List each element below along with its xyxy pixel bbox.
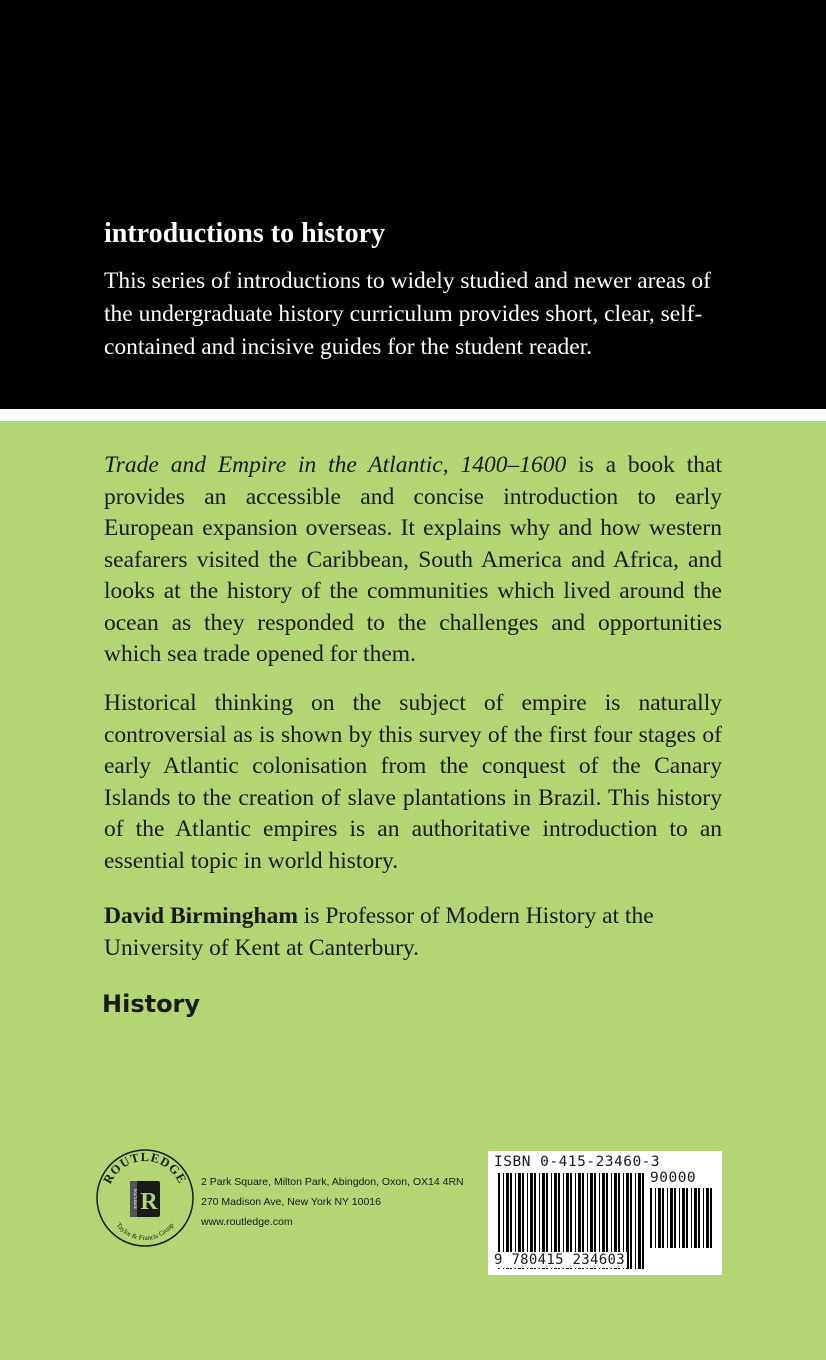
barcode-panel bbox=[488, 1151, 722, 1275]
blurb-paragraph-2: Historical thinking on the subject of empire is naturally controversial as is shown by this survey of the first four stages of early Atlantic colonisation from the conquest of the Canary Islands to the creation of slave plantations in Brazil. This history of the Atlantic empires is an authoritative introduction to an essential topic in world history. bbox=[104, 690, 722, 874]
publisher-website: www.routledge.com bbox=[201, 1216, 293, 1228]
barcode-bar bbox=[698, 1188, 700, 1248]
author-bio-text: is Professor of Modern History at the University of Kent at Canterbury. bbox=[104, 903, 654, 961]
subject-category: History bbox=[102, 990, 201, 1018]
logo-letter: R bbox=[140, 1189, 158, 1215]
logo-group-text: Taylor & Francis Group bbox=[114, 1221, 176, 1243]
barcode-bar bbox=[682, 1188, 685, 1248]
barcode-bar bbox=[686, 1188, 688, 1248]
barcode-bar bbox=[655, 1188, 656, 1248]
logo-wordmark: ROUTLEDGE bbox=[100, 1149, 190, 1187]
barcode-bar bbox=[658, 1188, 661, 1248]
barcode-bar bbox=[706, 1188, 709, 1248]
barcode-bar bbox=[630, 1173, 632, 1269]
barcode-bar bbox=[703, 1188, 704, 1248]
barcode-bar bbox=[635, 1173, 636, 1269]
divider-stripe bbox=[0, 409, 826, 421]
addon-digits: 90000 bbox=[650, 1170, 697, 1186]
barcode-bar bbox=[662, 1188, 664, 1248]
blurb-paragraph-1 bbox=[104, 450, 722, 671]
series-description: This series of introductions to widely studied and newer areas of the undergraduate history curriculum provides short, clear, self-contained and incisive guides for the student reader. bbox=[104, 268, 711, 360]
blurb-paragraph-1-text: is a book that provides an accessible and concise introduction to early European expansion overseas. It explains why and how western seafarers visited the Caribbean, South America and Africa, and looks at the history of the communities which lived around the ocean as they responded to the challenges and opportunities which sea trade opened for them. bbox=[104, 452, 723, 667]
isbn-text: ISBN 0-415-23460-3 bbox=[494, 1154, 661, 1170]
address-line-us: 270 Madison Ave, New York NY 10016 bbox=[201, 1196, 381, 1208]
author-name: David Birmingham bbox=[104, 903, 298, 929]
addon-barcode bbox=[650, 1188, 716, 1248]
publisher-address bbox=[201, 1172, 464, 1232]
barcode-bar bbox=[694, 1188, 697, 1248]
routledge-logo bbox=[94, 1147, 196, 1249]
barcode-bar bbox=[710, 1188, 712, 1248]
barcode-bar bbox=[650, 1188, 652, 1248]
barcode-bar bbox=[667, 1188, 668, 1248]
barcode-bar bbox=[674, 1188, 676, 1248]
logo-spine-text: ROUTLEDGE bbox=[133, 1189, 137, 1209]
ean-digits: 9 780415 234603 bbox=[494, 1252, 625, 1268]
barcode-bar bbox=[691, 1188, 692, 1248]
barcode-bar bbox=[638, 1173, 641, 1269]
author-bio bbox=[104, 901, 722, 964]
barcode-bar bbox=[642, 1173, 644, 1269]
series-title: introductions to history bbox=[104, 218, 386, 249]
barcode-bar bbox=[679, 1188, 680, 1248]
address-line-uk: 2 Park Square, Milton Park, Abingdon, Oxon, OX14 4RN bbox=[201, 1176, 464, 1188]
book-title: Trade and Empire in the Atlantic, 1400–1600 bbox=[104, 452, 567, 478]
barcode-bar bbox=[670, 1188, 673, 1248]
